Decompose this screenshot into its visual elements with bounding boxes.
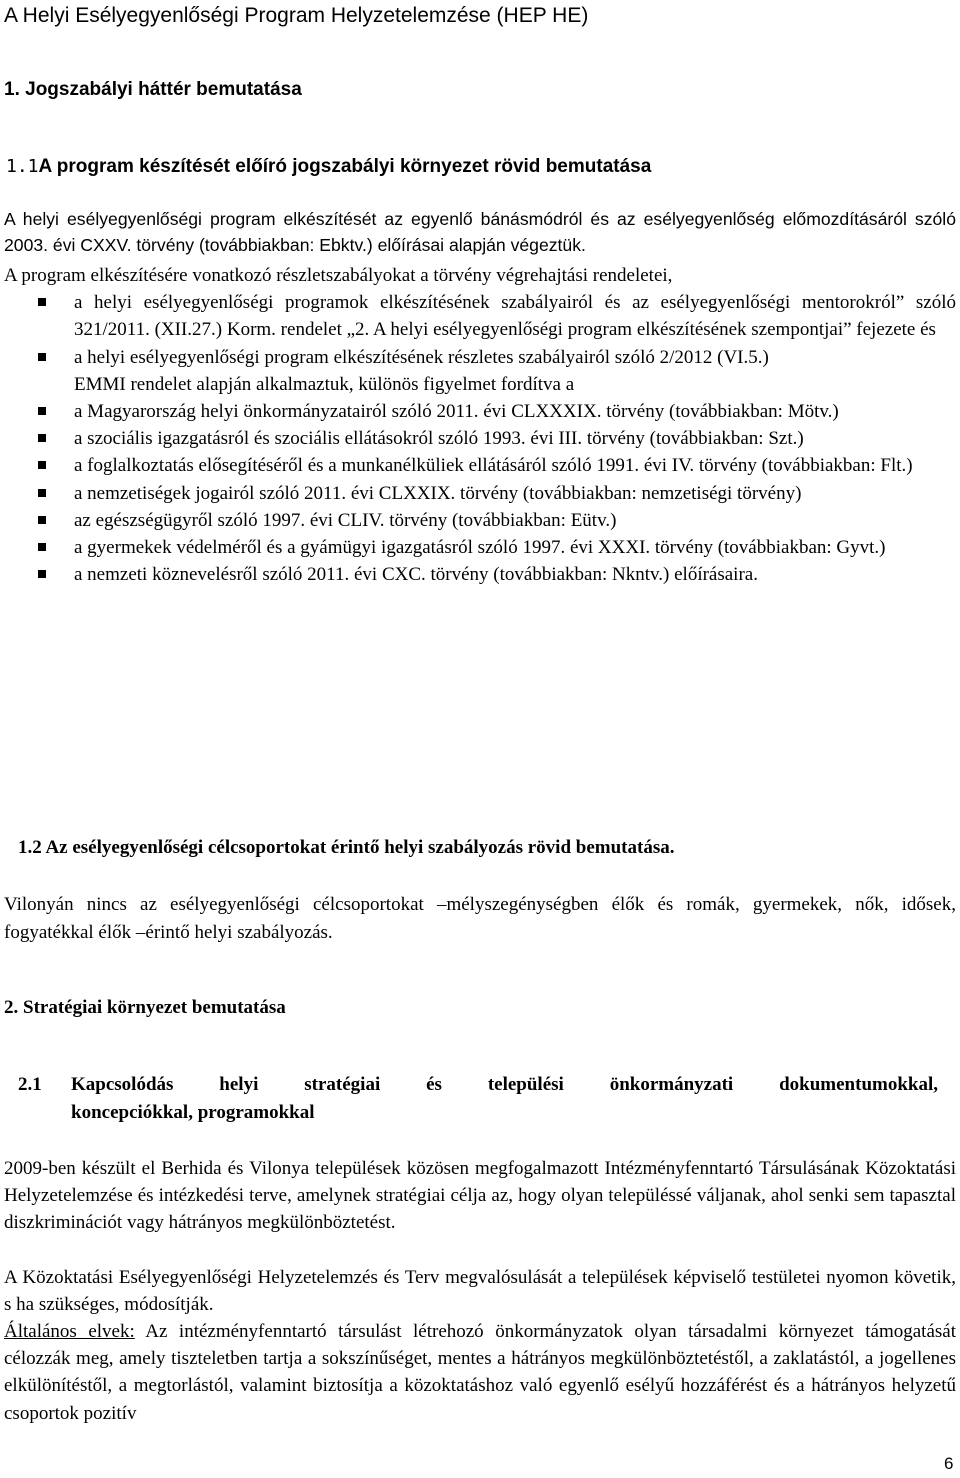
list-item-text: a Magyarország helyi önkormányzatairól szóló 2011. évi CLXXXIX. törvény (továbbiakban: Mötv.) — [74, 401, 839, 423]
list-item-text: a foglalkoztatás elősegítéséről és a munkanélküliek ellátásáról szóló 1991. évi IV. törvény (továbbiakban: Flt.) — [74, 455, 913, 477]
list-item — [4, 480, 956, 507]
general-principles-label: Általános elvek: — [4, 1321, 135, 1342]
square-bullet-icon — [38, 353, 46, 361]
list-item-text: a helyi esélyegyenlőségi programok elkészítésének szabályairól és az esélyegyenlőségi mentorokról” szóló 321/2011. (XII.27.) Korm. rendelet „2. A helyi esélyegyenlőségi program elkészítésének szempontjai” fejezete és — [74, 292, 956, 341]
list-item — [4, 398, 956, 425]
section-2-1-paragraph-2: A Közoktatási Esélyegyenlőségi Helyzetelemzés és Terv megvalósulását a települések képviselő testületei nyomon követik, s ha szükséges, módosítják. — [4, 1267, 956, 1316]
list-item — [4, 425, 956, 452]
section-1-1-intro: A helyi esélyegyenlőségi program elkészítését az egyenlő bánásmódról és az esélyegyenlőség előmozdításáról szóló 2003. évi CXXV. törvény (továbbiakban: Ebktv.) előírásai alapján végeztük. — [4, 209, 956, 255]
square-bullet-icon — [38, 298, 46, 306]
square-bullet-icon — [38, 516, 46, 524]
section-2-1-heading-line-1 — [18, 1071, 938, 1099]
section-2-heading: 2. Stratégiai környezet bemutatása — [4, 997, 286, 1018]
section-1-1-lead: A program elkészítésére vonatkozó részletszabályokat a törvény végrehajtási rendeletei, — [4, 265, 673, 286]
section-1-heading: 1. Jogszabályi háttér bemutatása — [4, 79, 302, 100]
section-2-1-heading-line-2: koncepciókkal, programokkal — [71, 1101, 315, 1123]
list-item-text: a szociális igazgatásról és szociális ellátásokról szóló 1993. évi III. törvény (továbbiakban: Szt.) — [74, 428, 804, 450]
section-2-1-heading — [18, 1071, 938, 1126]
bridge-text: EMMI rendelet alapján alkalmaztuk, különös figyelmet fordítva a — [74, 373, 575, 395]
square-bullet-icon — [38, 543, 46, 551]
section-2-1-title-1: Kapcsolódás helyi stratégiai és települési önkormányzati dokumentumokkal, — [71, 1074, 938, 1095]
square-bullet-icon — [38, 570, 46, 578]
section-1-1-heading — [6, 155, 651, 179]
list-item — [4, 344, 956, 371]
section-1-2-heading: 1.2 Az esélyegyenlőségi célcsoportokat érintő helyi szabályozás rövid bemutatása. — [18, 837, 675, 858]
square-bullet-icon — [38, 489, 46, 497]
section-2-1-paragraph-3 — [4, 1318, 956, 1427]
general-principles-text: Az intézményfenntartó társulást létrehozó önkormányzatok olyan társadalmi környezet támogatását célozzák meg, amely tiszteletben tartja a sokszínűséget, mentes a hátrányos megkülönböztetéstől, a zaklatástól, a jogellenes elkülönítéstől, a megtorlástól, valamint biztosítja a közoktatáshoz való egyenlő esélyű hozzáférést és a hátrányos helyzetű csoportok pozitív — [4, 1321, 956, 1424]
list-item-text: a nemzetiségek jogairól szóló 2011. évi CLXXIX. törvény (továbbiakban: nemzetiségi törvény) — [74, 482, 802, 504]
section-1-2-text: Vilonyán nincs az esélyegyenlőségi célcsoportokat –mélyszegénységben élők és romák, gyermekek, nők, idősek, fogyatékkal élők –érintő helyi szabályozás. — [4, 894, 956, 943]
page-number: 6 — [944, 1454, 954, 1473]
list-item — [4, 507, 956, 534]
list-item-text: az egészségügyről szóló 1997. évi CLIV. törvény (továbbiakban: Eütv.) — [74, 509, 617, 531]
list-item — [4, 289, 956, 343]
list-item — [4, 534, 956, 561]
section-1-1-number: 1.1 — [6, 156, 39, 177]
list-item-text: a gyermekek védelméről és a gyámügyi igazgatásról szóló 1997. évi XXXI. törvény (továbbiakban: Gyvt.) — [74, 537, 886, 559]
square-bullet-icon — [38, 407, 46, 415]
list-item — [4, 452, 956, 479]
square-bullet-icon — [38, 434, 46, 442]
list-item-text: a helyi esélyegyenlőségi program elkészítésének részletes szabályairól szóló 2/2012 (VI.5.) — [74, 346, 769, 368]
document-title: A Helyi Esélyegyenlőségi Program Helyzetelemzése (HEP HE) — [4, 4, 589, 27]
section-2-1-paragraph-1: 2009-ben készült el Berhida és Vilonya települések közösen megfogalmazott Intézményfenntartó Társulásának Közoktatási Helyzetelemzése és intézkedési terve, amelynek stratégiai célja az, hogy olyan településsé váljanak, ahol senki sem tapasztal diszkriminációt vagy hátrányos megkülönböztetést. — [4, 1158, 956, 1234]
section-1-1-body — [4, 262, 956, 588]
list-item-text: a nemzeti köznevelésről szóló 2011. évi CXC. törvény (továbbiakban: Nkntv.) előírásaira. — [74, 564, 758, 586]
square-bullet-icon — [38, 461, 46, 469]
list-item — [4, 561, 956, 588]
section-1-1-title: A program készítését előíró jogszabályi környezet rövid bemutatása — [38, 156, 652, 177]
section-2-1-number: 2.1 — [18, 1074, 42, 1095]
